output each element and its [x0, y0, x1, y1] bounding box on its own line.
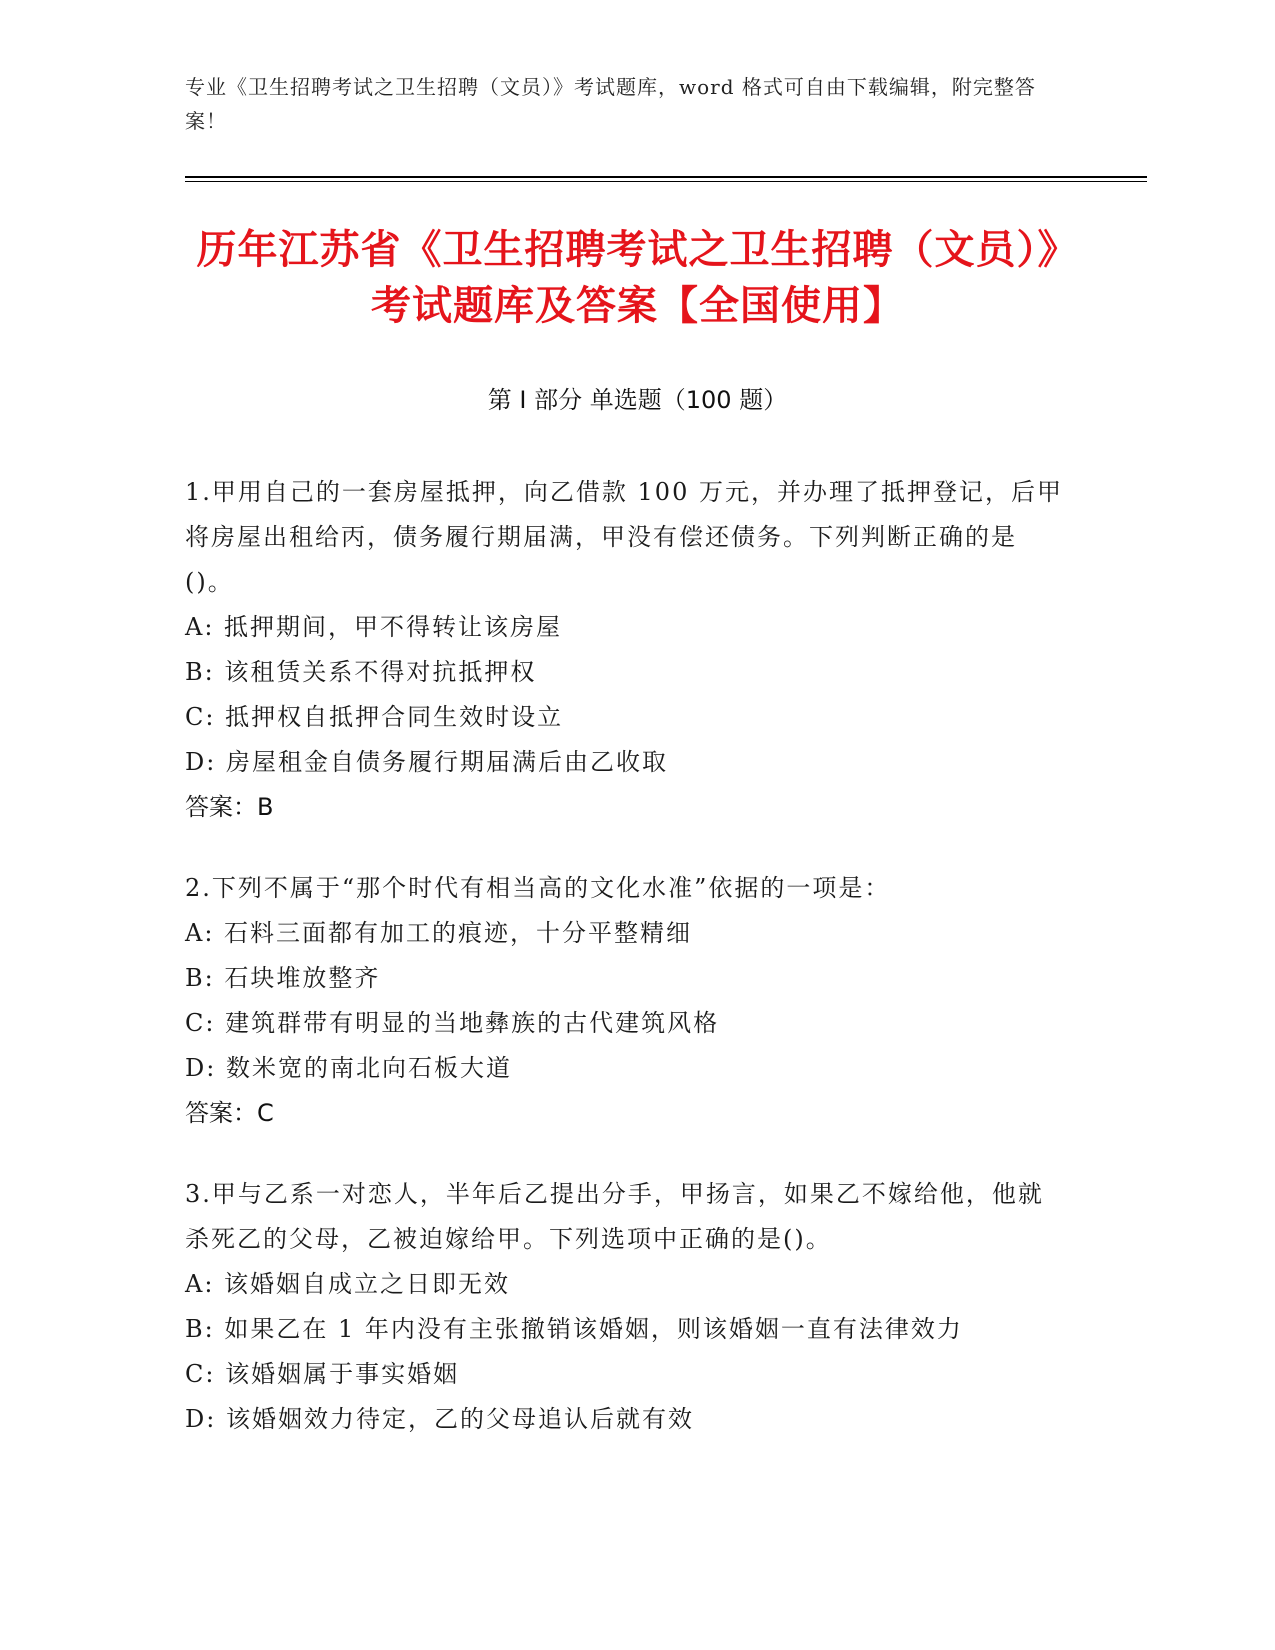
document-title: 历年江苏省《卫生招聘考试之卫生招聘（文员）》考试题库及答案【全国使用】: [196, 227, 1079, 329]
question-stem: 1.甲用自己的一套房屋抵押，向乙借款 100 万元，并办理了抵押登记，后甲将房屋出租给丙，债务履行期届满，甲没有偿还债务。下列判断正确的是()。: [185, 478, 1063, 596]
question-1: [185, 470, 1065, 830]
option-d: D: 房屋租金自债务履行期届满后由乙收取: [185, 748, 668, 776]
option-d: D: 该婚姻效力待定，乙的父母追认后就有效: [185, 1405, 694, 1433]
option-b: B: 石块堆放整齐: [185, 964, 381, 992]
question-list: [185, 470, 1065, 1478]
header-note: 专业《卫生招聘考试之卫生招聘（文员）》考试题库，word 格式可自由下载编辑，附完整答案！: [185, 75, 1036, 133]
question-stem: 3.甲与乙系一对恋人，半年后乙提出分手，甲扬言，如果乙不嫁给他，他就杀死乙的父母，乙被迫嫁给甲。下列选项中正确的是()。: [185, 1180, 1044, 1253]
option-c: C: 建筑群带有明显的当地彝族的古代建筑风格: [185, 1009, 720, 1037]
answer-label: 答案：C: [185, 1099, 274, 1127]
option-d: D: 数米宽的南北向石板大道: [185, 1054, 512, 1082]
option-a: A: 石料三面都有加工的痕迹，十分平整精细: [185, 919, 693, 947]
option-c: C: 该婚姻属于事实婚姻: [185, 1360, 460, 1388]
option-a: A: 该婚姻自成立之日即无效: [185, 1270, 511, 1298]
option-c: C: 抵押权自抵押合同生效时设立: [185, 703, 564, 731]
question-stem: 2.下列不属于“那个时代有相当高的文化水准”依据的一项是：: [185, 874, 891, 902]
option-a: A: 抵押期间，甲不得转让该房屋: [185, 613, 563, 641]
question-3: [185, 1172, 1065, 1442]
header-divider-thin: [185, 181, 1147, 182]
option-b: B: 该租赁关系不得对抗抵押权: [185, 658, 537, 686]
section-title: 第 I 部分 单选题（100 题）: [487, 386, 788, 414]
header-divider-thick: [185, 176, 1147, 178]
question-2: [185, 866, 1065, 1136]
answer-label: 答案：B: [185, 793, 274, 821]
option-b: B: 如果乙在 1 年内没有主张撤销该婚姻，则该婚姻一直有法律效力: [185, 1315, 963, 1343]
